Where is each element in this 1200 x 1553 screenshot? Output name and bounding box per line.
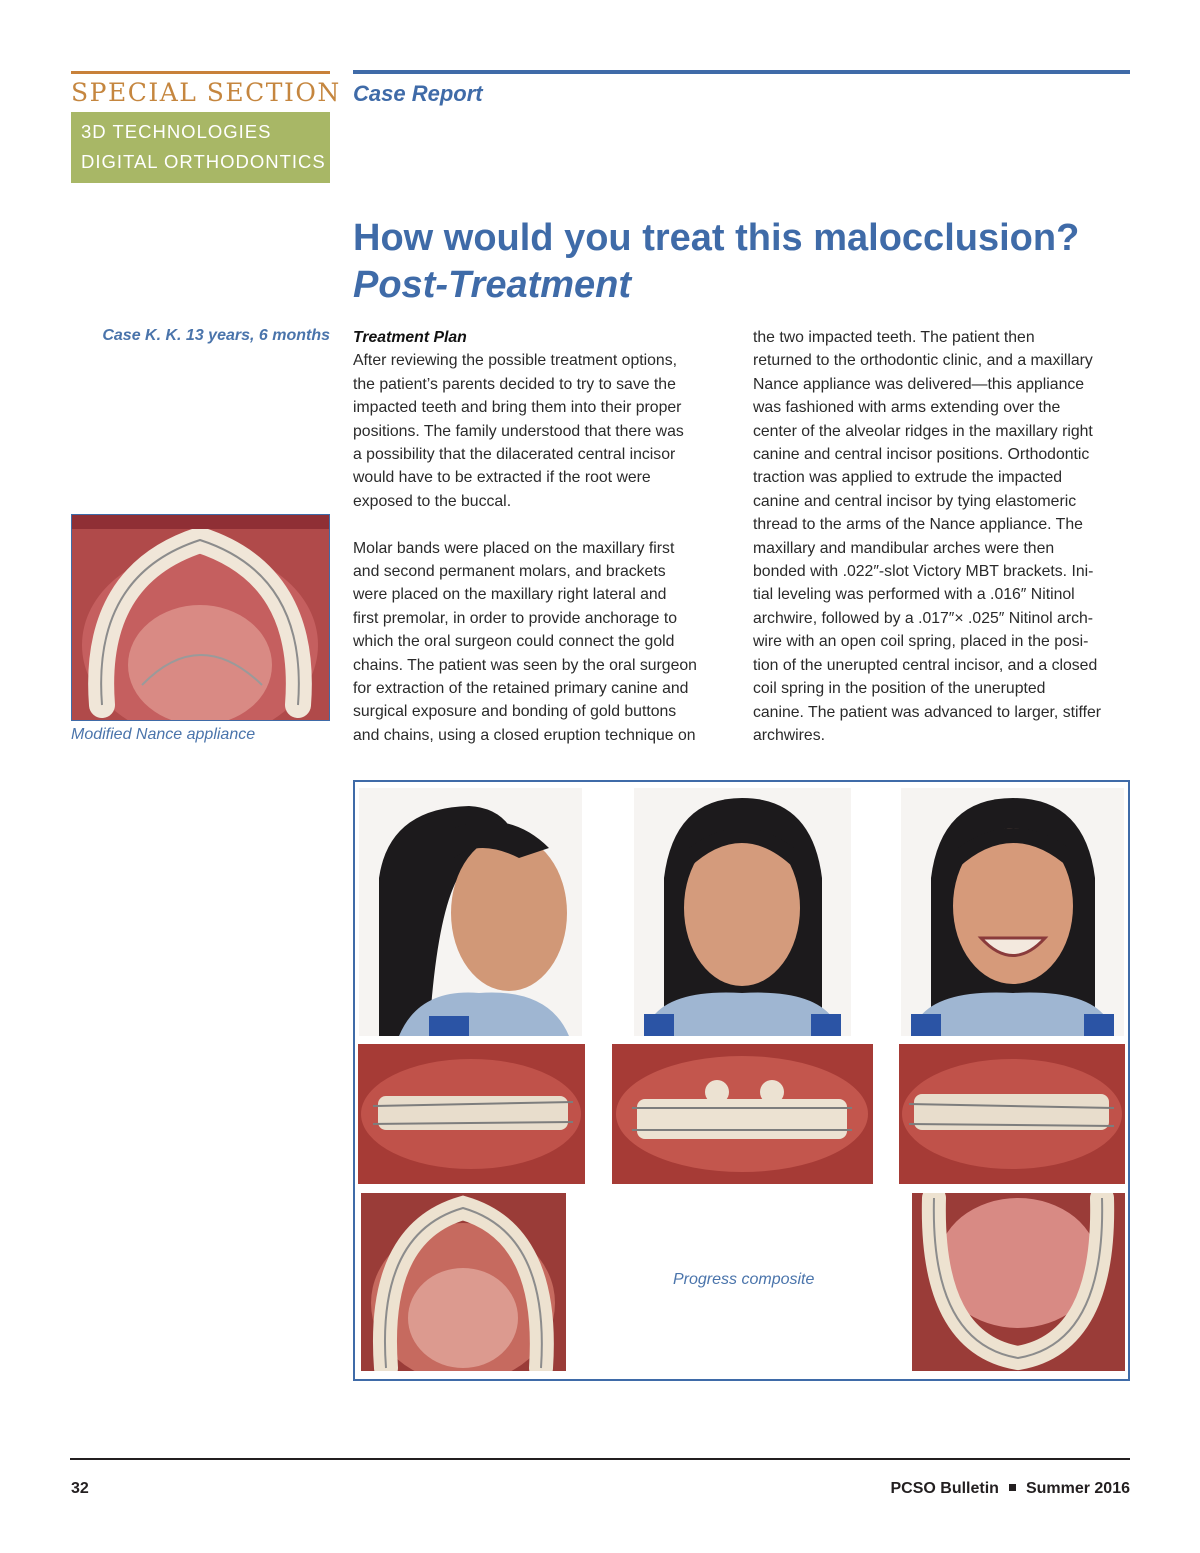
text-line: and chains, using a closed eruption technique on	[353, 726, 696, 744]
progress-composite	[353, 780, 1130, 1381]
text-line: After reviewing the possible treatment options,	[353, 352, 678, 370]
text-line: and second permanent molars, and brackets	[353, 563, 666, 581]
text-line: chains. The patient was seen by the oral surgeon	[353, 656, 697, 674]
footer-publication	[890, 1480, 1130, 1498]
paragraph-2	[353, 537, 733, 748]
header-rule	[353, 70, 1130, 74]
body-column-2	[753, 326, 1135, 747]
text-line: canine. The patient was advanced to larger, stiffer	[753, 703, 1102, 721]
frontal-photo	[634, 788, 851, 1036]
text-line: thread to the arms of the Nance appliance. The	[753, 516, 1083, 534]
text-line: archwire, followed by a .017″× .025″ Nitinol arch-	[753, 609, 1094, 627]
text-line: center of the alveolar ridges in the maxillary right	[753, 422, 1093, 440]
text-line: would have to be extracted if the root were	[353, 469, 651, 487]
text-line: the two impacted teeth. The patient then	[753, 329, 1035, 346]
text-line: Nance appliance was delivered—this appliance	[753, 375, 1085, 393]
article-title: How would you treat this malocclusion?	[353, 217, 1080, 259]
profile-photo	[359, 788, 582, 1036]
text-line: canine and central incisor by tying elastomeric	[753, 492, 1077, 510]
kicker: Case Report	[353, 81, 483, 106]
text-line: positions. The family understood that there was	[353, 422, 684, 440]
text-line: Molar bands were placed on the maxillary first	[353, 539, 675, 557]
section-heading: Treatment Plan	[353, 329, 467, 346]
text-line: was fashioned with arms extending over the	[753, 399, 1061, 417]
intraoral-right-photo	[358, 1044, 585, 1184]
text-line: the patient’s parents decided to try to save the	[353, 375, 676, 393]
text-line: traction was applied to extrude the impacted	[753, 469, 1063, 487]
smile-photo	[901, 788, 1124, 1036]
text-line: impacted teeth and bring them into their proper	[353, 399, 682, 417]
text-line: a possibility that the dilacerated central incisor	[353, 446, 676, 464]
section-topic-line1: 3D TECHNOLOGIES	[81, 121, 272, 142]
text-line: archwires.	[753, 726, 825, 744]
article-subtitle: Post-Treatment	[353, 264, 632, 306]
body-column-1	[353, 326, 733, 747]
text-line: returned to the orthodontic clinic, and a maxillary	[753, 352, 1093, 370]
maxillary-occlusal-photo	[361, 1193, 566, 1371]
text-line: tial leveling was performed with a .016″ Nitinol	[753, 586, 1075, 604]
text-line: exposed to the buccal.	[353, 492, 512, 510]
section-title: SPECIAL SECTION	[71, 78, 341, 107]
paragraph-3	[753, 326, 1135, 747]
text-line: surgical exposure and bonding of gold buttons	[353, 703, 677, 721]
page-number: 32	[71, 1480, 89, 1497]
text-line: tion of the unerupted central incisor, and a closed	[753, 656, 1098, 674]
nance-caption: Modified Nance appliance	[71, 726, 256, 743]
intraoral-left-photo	[899, 1044, 1125, 1184]
section-topic-line2: DIGITAL ORTHODONTICS	[81, 151, 326, 172]
text-line: maxillary and mandibular arches were then	[753, 539, 1055, 557]
section-topic-box	[71, 112, 330, 183]
text-line: canine and central incisor positions. Orthodontic	[753, 446, 1090, 464]
intraoral-frontal-photo	[612, 1044, 873, 1184]
issue-date: Summer 2016	[1025, 1480, 1130, 1497]
publication-name: PCSO Bulletin	[890, 1480, 999, 1497]
mandibular-occlusal-photo	[912, 1193, 1125, 1371]
text-line: for extraction of the retained primary canine and	[353, 680, 689, 698]
text-line: first premolar, in order to provide anchorage to	[353, 609, 678, 627]
nance-appliance-photo	[71, 514, 330, 721]
text-line: which the oral surgeon could connect the gold	[353, 633, 675, 651]
paragraph-1	[353, 349, 733, 513]
text-line: wire with an open coil spring, placed in the posi-	[753, 633, 1089, 651]
text-line: bonded with .022″-slot Victory MBT brackets. Ini-	[753, 563, 1094, 581]
case-label: Case K. K. 13 years, 6 months	[102, 327, 330, 344]
footer-rule	[70, 1458, 1130, 1460]
text-line: were placed on the maxillary right lateral and	[353, 586, 667, 604]
section-rule	[71, 71, 330, 74]
text-line: coil spring in the position of the unerupted	[753, 680, 1046, 698]
separator-square-icon	[1009, 1484, 1016, 1491]
composite-caption: Progress composite	[673, 1271, 815, 1288]
